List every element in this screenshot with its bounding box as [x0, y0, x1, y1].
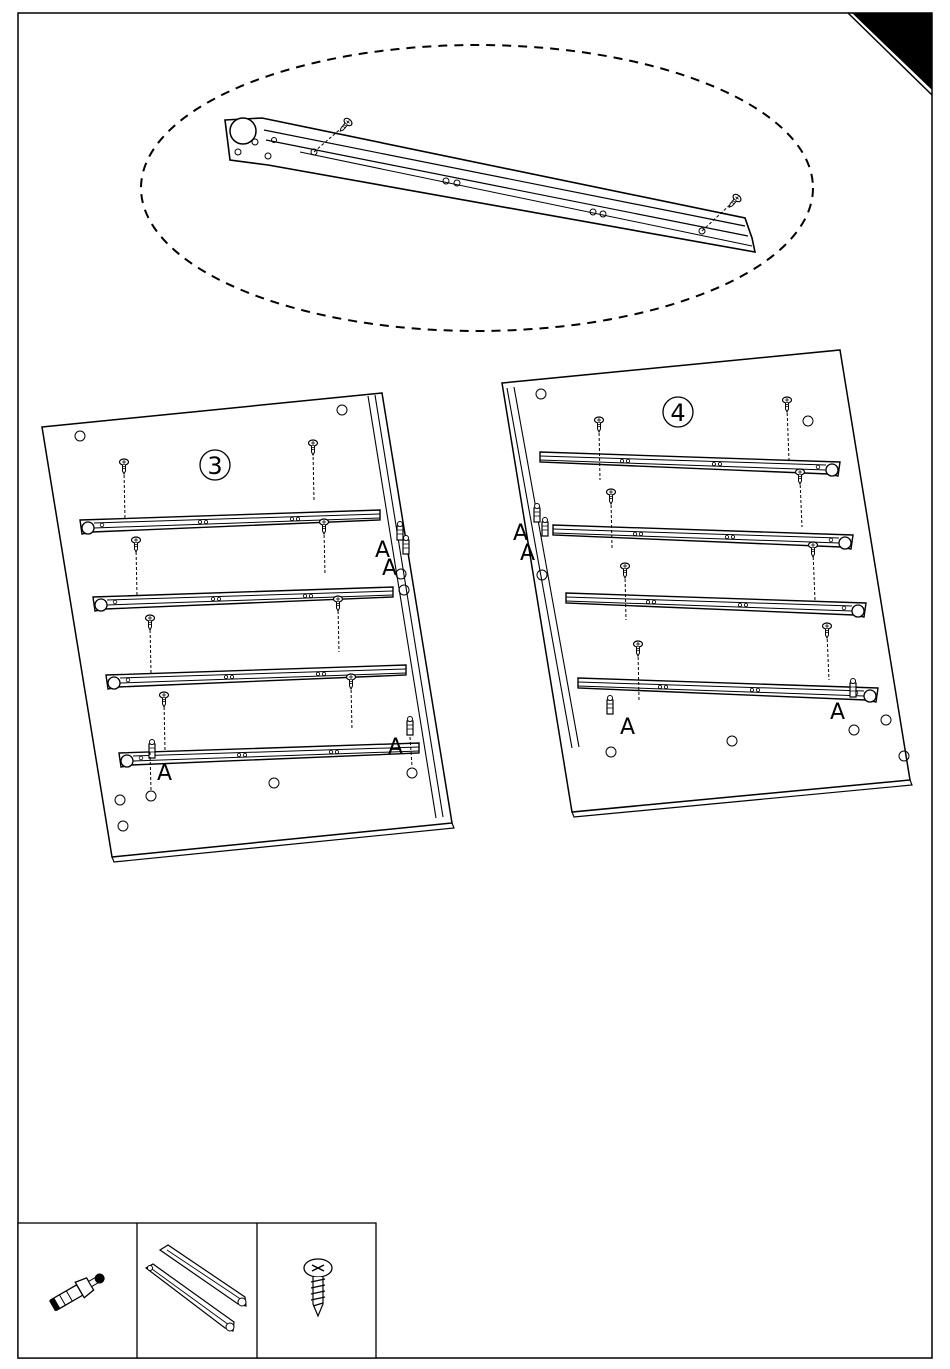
detail-callout — [141, 45, 813, 331]
step-3-number: 3 — [207, 452, 223, 480]
step-3-label-a-1: A — [375, 538, 391, 563]
step-4-label-a-2: A — [520, 541, 536, 566]
step-4-label-a-1: A — [513, 521, 529, 546]
step-4-label-a-4: A — [830, 700, 846, 725]
step-3-label-a-2: A — [382, 556, 398, 581]
step-3-label-a-3: A — [388, 735, 404, 760]
parts-legend — [18, 1223, 376, 1358]
step-3-panel — [42, 393, 454, 862]
detail-runner — [225, 117, 755, 252]
step-3-label-a-4: A — [157, 761, 173, 786]
step-4-panel — [502, 350, 912, 817]
corner-tab — [852, 13, 932, 90]
step-4-label-a-3: A — [620, 715, 636, 740]
step-4-number: 4 — [670, 399, 686, 427]
